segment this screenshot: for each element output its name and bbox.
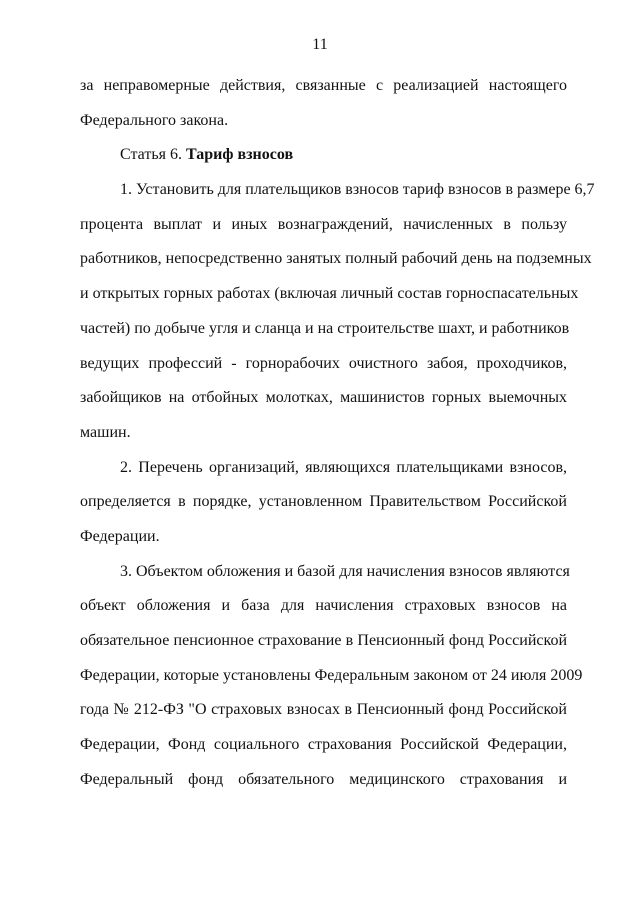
page-number: 11 [312, 36, 328, 53]
article-label: Статья 6. [120, 146, 182, 164]
paragraph-3 [80, 561, 583, 804]
document-body [80, 75, 595, 803]
text-line: Федерации, которые установлены Федеральным законом от 24 июля 2009 [80, 666, 583, 684]
text-line: ведущих профессий - горнорабочих очистного забоя, проходчиков, [80, 354, 567, 372]
text-line: Федерации, Фонд социального страхования Российской Федерации, [80, 736, 567, 754]
paragraph-1 [80, 179, 595, 457]
text-line: за неправомерные действия, связанные с реализацией настоящего [80, 77, 567, 94]
text-line: объект обложения и база для начисления страховых взносов на [80, 597, 567, 615]
article-title: Тариф взносов [185, 146, 294, 164]
text-line: Федерации. [80, 527, 160, 545]
text-line: работников, непосредственно занятых полный рабочий день на подземных [80, 250, 592, 268]
text-line: машин. [80, 423, 131, 441]
text-line: обязательное пенсионное страхование в Пенсионный фонд Российской [80, 632, 567, 649]
intro-paragraph [80, 75, 567, 144]
text-line: и открытых горных работах (включая личный состав горноспасательных [80, 285, 579, 303]
text-line: года № 212-ФЗ "О страховых взносах в Пенсионный фонд Российской [80, 701, 567, 719]
article-heading [80, 144, 567, 179]
text-line: Федерального закона. [80, 111, 229, 129]
text-line: процента выплат и иных вознаграждений, начисленных в пользу [80, 215, 567, 233]
text-line: Федеральный фонд обязательного медицинского страхования и [80, 770, 567, 788]
text-line: 1. Установить для плательщиков взносов тариф взносов в размере 6,7 [120, 181, 595, 199]
text-line: определяется в порядке, установленном Правительством Российской [80, 493, 567, 511]
text-line: частей) по добыче угля и сланца и на строительстве шахт, и работников [80, 319, 570, 337]
text-line: 2. Перечень организаций, являющихся плательщиками взносов, [120, 458, 567, 476]
text-line: забойщиков на отбойных молотках, машинистов горных выемочных [80, 389, 567, 407]
paragraph-2 [80, 457, 567, 561]
text-line: 3. Объектом обложения и базой для начисления взносов являются [120, 562, 570, 580]
